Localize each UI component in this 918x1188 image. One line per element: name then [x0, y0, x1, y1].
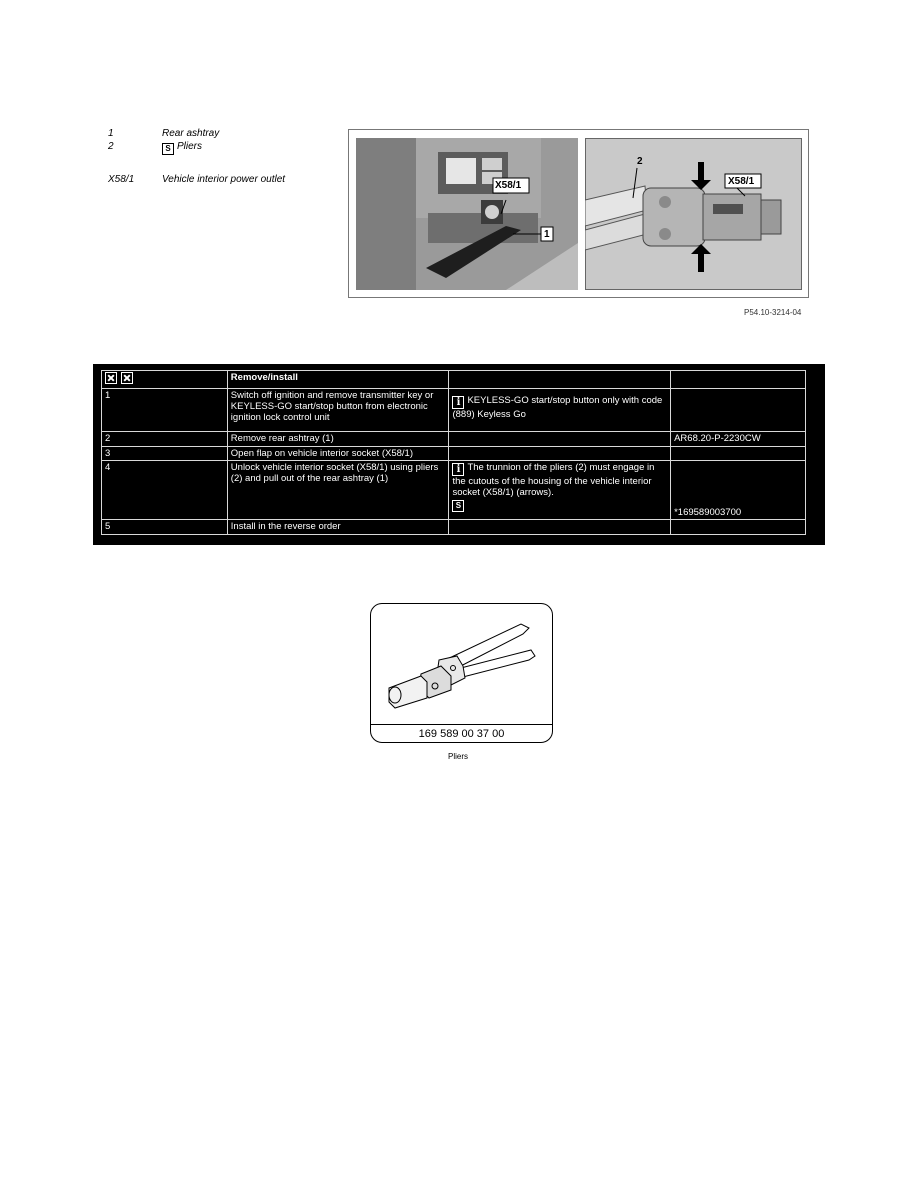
info-icon: i — [452, 396, 464, 409]
header-note — [449, 371, 671, 389]
step-number: 1 — [102, 389, 228, 432]
step-note — [449, 389, 671, 432]
legend-item — [108, 128, 338, 141]
tool-card — [370, 603, 553, 743]
legend-label: Pliers — [177, 141, 203, 152]
legend — [108, 128, 338, 187]
step-action: Unlock vehicle interior socket (X58/1) using pliers (2) and pull out of the rear ashtray (1) — [227, 461, 449, 520]
pliers-photo-drawing — [585, 138, 802, 290]
legend-key: 1 — [108, 128, 114, 139]
callout-2: 2 — [637, 156, 643, 167]
step-ref-link[interactable]: AR68.20-P-2230CW — [671, 432, 806, 447]
step-ref — [671, 447, 806, 461]
tool-icon: S — [162, 143, 174, 155]
caption-divider — [371, 724, 552, 725]
step-number: 2 — [102, 432, 228, 447]
info-icon: i — [452, 463, 464, 476]
header-ref — [671, 371, 806, 389]
step-number: 5 — [102, 520, 228, 535]
step-note-text: The trunnion of the pliers (2) must engage in the cutouts of the housing of the vehicle interior socket (X58/1) (arrows). — [452, 462, 655, 498]
step-note — [449, 520, 671, 535]
figure-code: P54.10-3214-04 — [744, 308, 802, 317]
legend-label: Rear ashtray — [162, 128, 220, 139]
step-action: Switch off ignition and remove transmitter key or KEYLESS-GO start/stop button from electronic ignition lock control unit — [227, 389, 449, 432]
header-icons-cell — [102, 371, 228, 389]
callout-x58-1: X58/1 — [728, 176, 755, 187]
procedure-table — [101, 370, 806, 535]
step-note — [449, 447, 671, 461]
ashtray-photo — [356, 138, 578, 290]
legend-key: 2 — [108, 141, 114, 152]
figure-frame — [348, 129, 809, 298]
pliers-drawing — [371, 604, 554, 722]
table-row — [102, 432, 806, 447]
step-action: Install in the reverse order — [227, 520, 449, 535]
tool-part-number: 169 589 00 37 00 — [418, 728, 505, 740]
callout-1: 1 — [544, 229, 550, 240]
table-row — [102, 461, 806, 520]
pliers-photo — [585, 138, 802, 290]
header-icons — [105, 372, 133, 384]
table-header-row — [102, 371, 806, 389]
step-number: 4 — [102, 461, 228, 520]
step-ref — [671, 520, 806, 535]
step-note — [449, 461, 671, 520]
tool-icon: S — [452, 500, 464, 512]
legend-item — [108, 141, 338, 154]
table-row — [102, 520, 806, 535]
tool-caption: Pliers — [448, 752, 469, 761]
step-ref-link[interactable] — [671, 461, 806, 520]
table-row — [102, 389, 806, 432]
ashtray-photo-drawing — [356, 138, 578, 290]
step-ref — [671, 389, 806, 432]
step-note-text: KEYLESS-GO start/stop button only with code (889) Keyless Go — [452, 395, 663, 420]
tool-reference[interactable]: *169589003700 — [674, 507, 742, 518]
legend-label: Vehicle interior power outlet — [162, 174, 286, 185]
procedure-panel — [93, 364, 825, 545]
step-note — [449, 432, 671, 447]
install-icon — [121, 372, 133, 384]
header-action: Remove/install — [227, 371, 449, 389]
legend-key: X58/1 — [108, 174, 135, 185]
legend-item — [108, 174, 338, 187]
callout-x58-1: X58/1 — [495, 180, 522, 191]
step-action: Remove rear ashtray (1) — [227, 432, 449, 447]
legend-label-wrap — [162, 141, 202, 155]
table-row — [102, 447, 806, 461]
step-number: 3 — [102, 447, 228, 461]
remove-icon — [105, 372, 117, 384]
step-action: Open flap on vehicle interior socket (X58/1) — [227, 447, 449, 461]
